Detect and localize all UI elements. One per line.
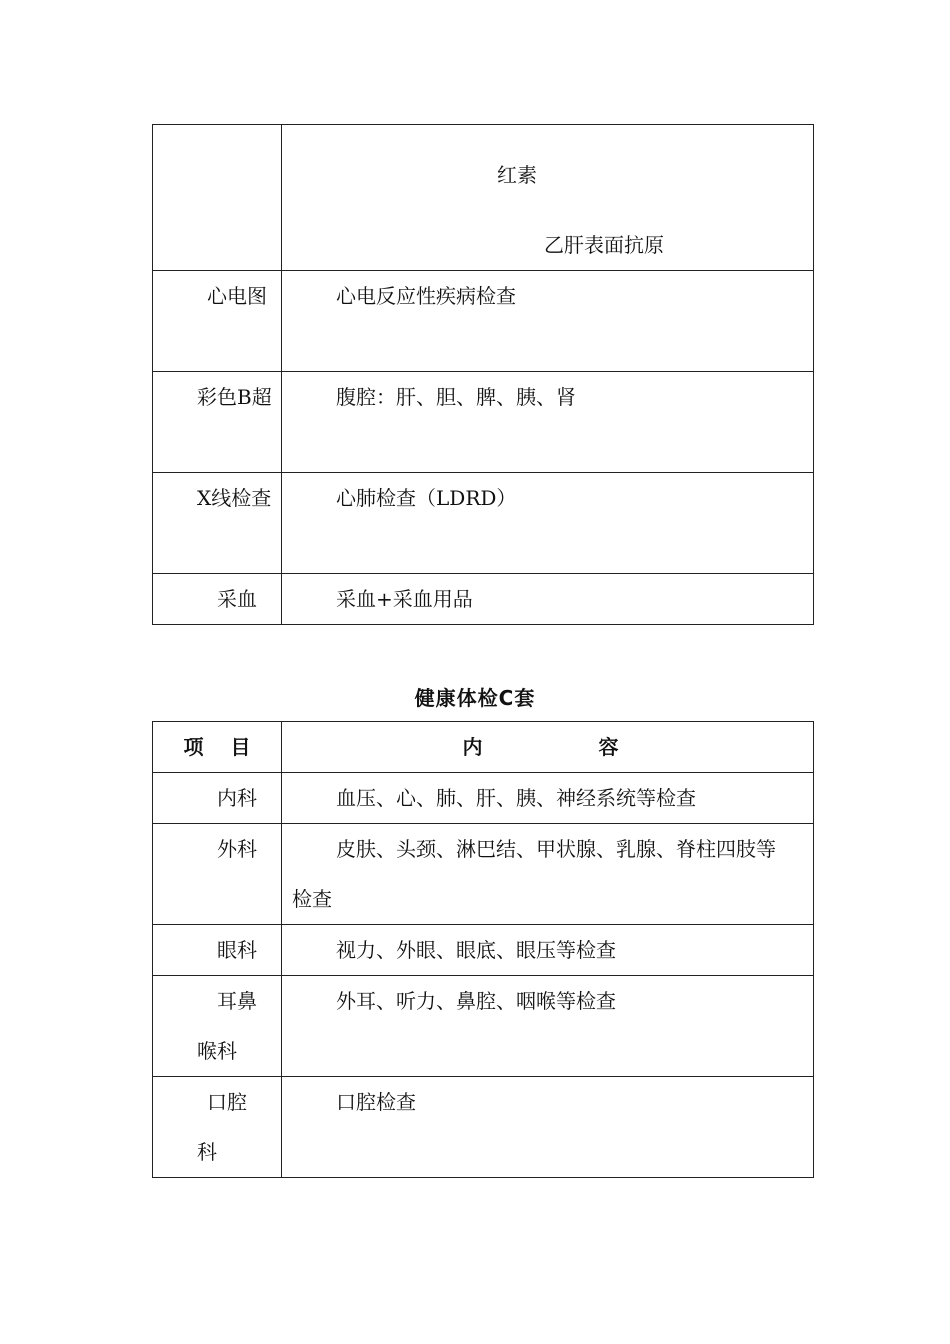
item-cell [153,976,282,1077]
content-cell [282,1077,814,1178]
table-row [153,271,814,372]
item-cell [153,271,282,372]
item-cell [153,925,282,976]
table-row [153,925,814,976]
item-cell [153,473,282,574]
table-header-row [153,722,814,773]
table-row [153,473,814,574]
table-row [153,574,814,625]
item-label: 心电图 [207,284,267,308]
table-row [153,976,814,1077]
item-label: X线检查 [197,486,272,510]
item-label: 外科 [217,837,257,861]
table-row [153,773,814,824]
content-cell [282,925,814,976]
item-content: 血压、心、肺、肝、胰、神经系统等检查 [336,786,696,810]
item-label: 口腔科 [197,1090,247,1164]
content-cell [282,271,814,372]
content-cell [282,372,814,473]
item-cell [153,574,282,625]
header-item-label: 项 目 [183,735,261,759]
item-label: 眼科 [217,938,257,962]
item-label: 彩色B超 [197,385,272,409]
content-cell [282,574,814,625]
header-content-label: 内 容 [462,735,633,759]
item-content: 腹腔：肝、胆、脾、胰、肾 [336,385,576,409]
content-cell [282,125,814,271]
item-content: 外耳、听力、鼻腔、咽喉等检查 [336,989,616,1013]
item-content: 皮肤、头颈、淋巴结、甲状腺、乳腺、脊柱四肢等检查 [292,837,776,911]
lab-item-text: 乙肝表面抗原 [544,233,664,257]
content-cell [282,773,814,824]
item-content: 视力、外眼、眼底、眼压等检查 [336,938,616,962]
exam-table-b-continued [152,124,814,625]
package-title: 健康体检C套 [414,686,536,710]
header-item-cell [153,722,282,773]
item-cell [153,773,282,824]
item-cell [153,824,282,925]
item-label: 内科 [217,786,257,810]
item-content: 口腔检查 [336,1090,416,1114]
item-content: 心电反应性疾病检查 [336,284,516,308]
item-cell [153,1077,282,1178]
item-content: 采血+采血用品 [336,587,473,611]
exam-table-c [152,721,814,1178]
table-row [153,1077,814,1178]
item-label: 采血 [217,587,257,611]
item-label: 耳鼻喉科 [197,989,257,1063]
content-cell [282,473,814,574]
header-content-cell [282,722,814,773]
table-row [153,125,814,271]
table-row [153,372,814,473]
item-cell [153,372,282,473]
content-cell [282,976,814,1077]
item-cell [153,125,282,271]
item-content: 心肺检查（LDRD） [336,486,517,510]
table-row [153,824,814,925]
lab-item-text: 红素 [497,163,537,187]
content-cell [282,824,814,925]
